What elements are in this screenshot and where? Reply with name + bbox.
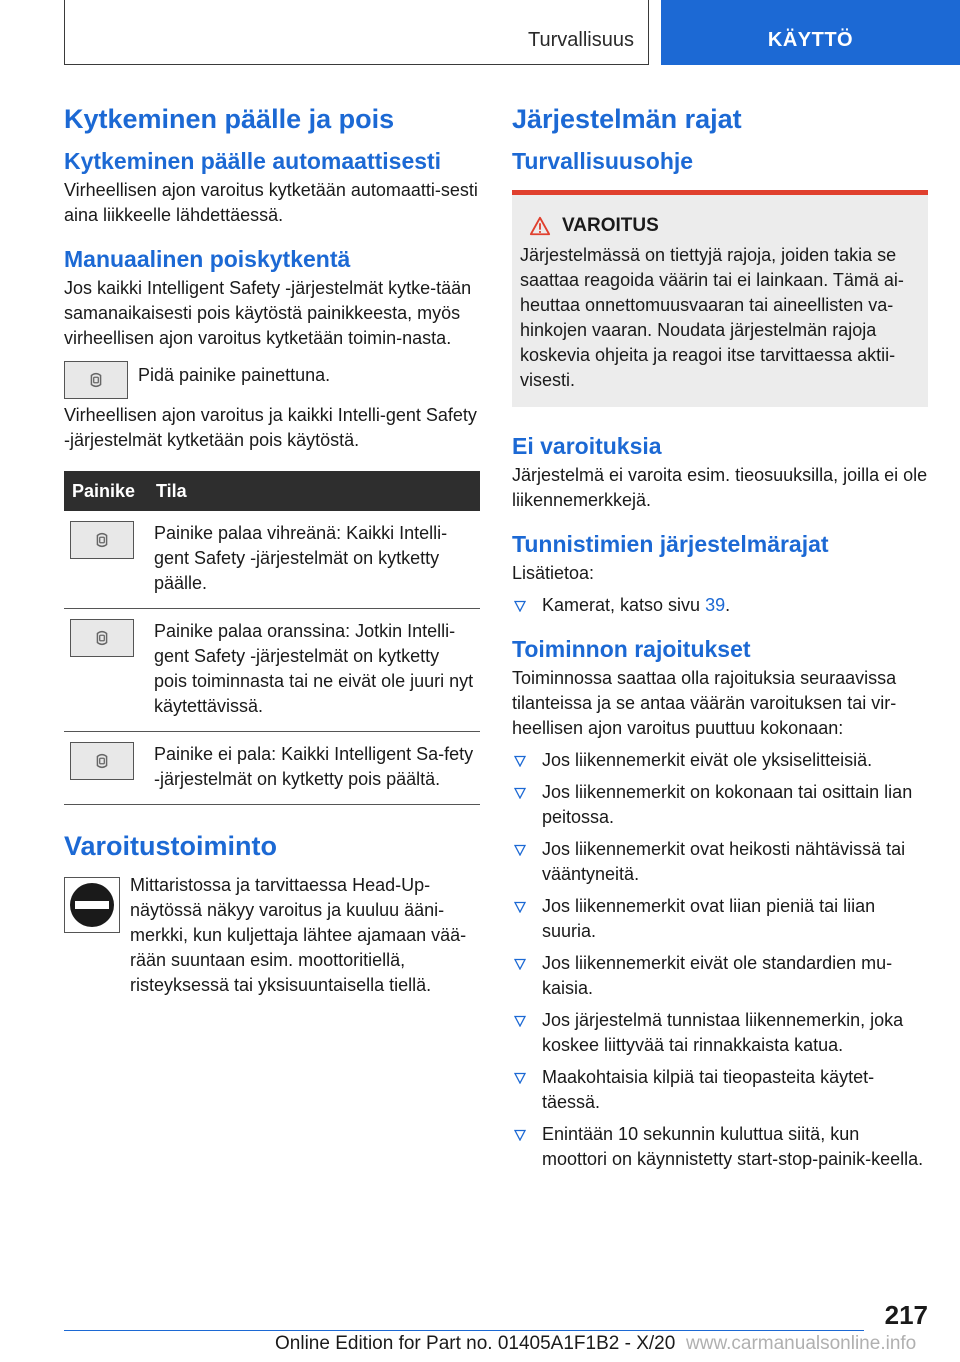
- heading-auto-on: Kytkeminen päälle automaattisesti: [64, 148, 442, 174]
- warning-function-text: Mittaristossa ja tarvittaessa Head-Up-näytössä näkyy varoitus ja kuuluu ääni-merkki, kun kuljettaja lähtee ajamaan vää-rään suuntaan esim. moottoritiellä, risteyksessä tai yksisuuntaisella tiellä.: [130, 875, 467, 995]
- table-header-state: Tila: [148, 471, 480, 511]
- header-section-box: [64, 0, 649, 65]
- bullet-triangle-icon: [514, 600, 526, 612]
- list-item: Jos liikennemerkit eivät ole standardien mu-kaisia.: [512, 951, 928, 1001]
- result-text: Virheellisen ajon varoitus ja kaikki Intelli-gent Safety -järjestelmät kytketään pois käytöstä.: [64, 405, 477, 450]
- header-section: Turvallisuus: [528, 29, 634, 51]
- table-cell-state: Painike palaa oranssina: Jotkin Intelli-gent Safety -järjestelmät on kytketty pois toiminnasta tai ne eivät ole juuri nyt käytettävissä.: [148, 609, 480, 732]
- warning-title: VAROITUS: [562, 215, 659, 236]
- heading-safety-note: Turvallisuusohje: [512, 148, 694, 174]
- list-item: Jos liikennemerkit on kokonaan tai osittain lian peitossa.: [512, 780, 928, 830]
- button-status-table: [64, 471, 480, 805]
- list-item: Enintään 10 sekunnin kuluttua siitä, kun moottori on käynnistetty start-stop-painik-keella.: [512, 1122, 928, 1172]
- no-warnings-text: Järjestelmä ei varoita esim. tieosuuksilla, joilla ei ole liikennemerkkejä.: [512, 465, 928, 510]
- safety-button-icon: [64, 361, 128, 399]
- table-cell-state: Painike ei pala: Kaikki Intelligent Sa-fety -järjestelmät on kytketty pois päältä.: [148, 732, 480, 805]
- sensor-limits-text: Lisätietoa:: [512, 563, 595, 583]
- safety-button-icon: [70, 742, 134, 780]
- table-cell-state: Painike palaa vihreänä: Kaikki Intelli-gent Safety -järjestelmät on kytketty päälle.: [148, 511, 480, 609]
- bullet-triangle-icon: [514, 755, 526, 767]
- warning-triangle-icon: [528, 215, 552, 237]
- warning-box: [512, 190, 928, 407]
- manual-off-text: Jos kaikki Intelligent Safety -järjestelmät kytke-tään samanaikaisesti pois käytöstä painikkeesta, myös virheellisen ajon varoitus kytketään toimin-nasta.: [64, 278, 472, 348]
- footer-watermark: www.carmanualsonline.info: [686, 1333, 917, 1354]
- table-row: [64, 511, 480, 609]
- warning-text: Järjestelmässä on tiettyjä rajoja, joiden takia se saattaa reagoida väärin tai ei lainkaan. Tämä ai-heuttaa onnettomuusvaaran tai aineellisten va-hinkojen vaaran. Noudata järjestelmän rajoja koskevia ohjeita ja reagoi itse tarvittaessa aktii-visesti.: [520, 245, 904, 390]
- bullet-triangle-icon: [514, 1129, 526, 1141]
- bullet-triangle-icon: [514, 787, 526, 799]
- bullet-triangle-icon: [514, 901, 526, 913]
- heading-no-warnings: Ei varoituksia: [512, 433, 662, 459]
- right-column: [512, 100, 928, 1172]
- list-item: Jos liikennemerkit ovat liian pieniä tai liian suuria.: [512, 894, 928, 944]
- heading-on-off: Kytkeminen päälle ja pois: [64, 104, 395, 134]
- header-chapter-tab: [661, 0, 960, 65]
- hold-button-text: Pidä painike painettuna.: [138, 365, 331, 385]
- warning-title-row: [520, 215, 920, 237]
- bullet-triangle-icon: [514, 844, 526, 856]
- auto-on-text: Virheellisen ajon varoitus kytketään automaatti-sesti aina liikkeelle lähdettäessä.: [64, 180, 478, 225]
- bullet-triangle-icon: [514, 1072, 526, 1084]
- list-item: Jos liikennemerkit ovat heikosti nähtävissä tai vääntyneitä.: [512, 837, 928, 887]
- list-item: Kamerat, katso sivu 39.: [512, 593, 928, 618]
- sensor-list: [512, 593, 928, 618]
- heading-warning-function: Varoitustoiminto: [64, 831, 278, 861]
- hold-button-instruction: [64, 361, 480, 399]
- list-item: Jos liikennemerkit eivät ole yksiselitteisiä.: [512, 748, 928, 773]
- page-number: 217: [884, 1300, 928, 1330]
- list-item: Maakohtaisia kilpiä tai tieopasteita käytet-täessä.: [512, 1065, 928, 1115]
- page-link[interactable]: 39: [705, 595, 726, 615]
- heading-manual-off: Manuaalinen poiskytkentä: [64, 246, 351, 272]
- heading-function-limits: Toiminnon rajoitukset: [512, 636, 751, 662]
- heading-system-limits: Järjestelmän rajat: [512, 104, 742, 134]
- list-item: Jos järjestelmä tunnistaa liikennemerkin, joka koskee liittyvää tai rinnakkaista katua.: [512, 1008, 928, 1058]
- table-header-button: Painike: [64, 471, 148, 511]
- left-column: [64, 100, 480, 998]
- warning-function-block: [64, 873, 480, 998]
- safety-button-icon: [70, 521, 134, 559]
- bullet-triangle-icon: [514, 958, 526, 970]
- function-limits-text: Toiminnossa saattaa olla rajoituksia seuraavissa tilanteissa ja se antaa väärän varoituksen tai vir-heellisen ajon varoitus puuttuu kokonaan:: [512, 668, 897, 738]
- limits-list: [512, 748, 928, 1172]
- footer-divider: [64, 1330, 864, 1331]
- heading-sensor-limits: Tunnistimien järjestelmärajat: [512, 531, 829, 557]
- header-chapter: KÄYTTÖ: [767, 29, 854, 51]
- safety-button-icon: [70, 619, 134, 657]
- bullet-triangle-icon: [514, 1015, 526, 1027]
- no-entry-sign-icon: [64, 877, 120, 933]
- table-row: [64, 609, 480, 732]
- footer-edition: Online Edition for Part no. 01405A1F1B2 - X/20: [275, 1333, 676, 1354]
- table-row: [64, 732, 480, 805]
